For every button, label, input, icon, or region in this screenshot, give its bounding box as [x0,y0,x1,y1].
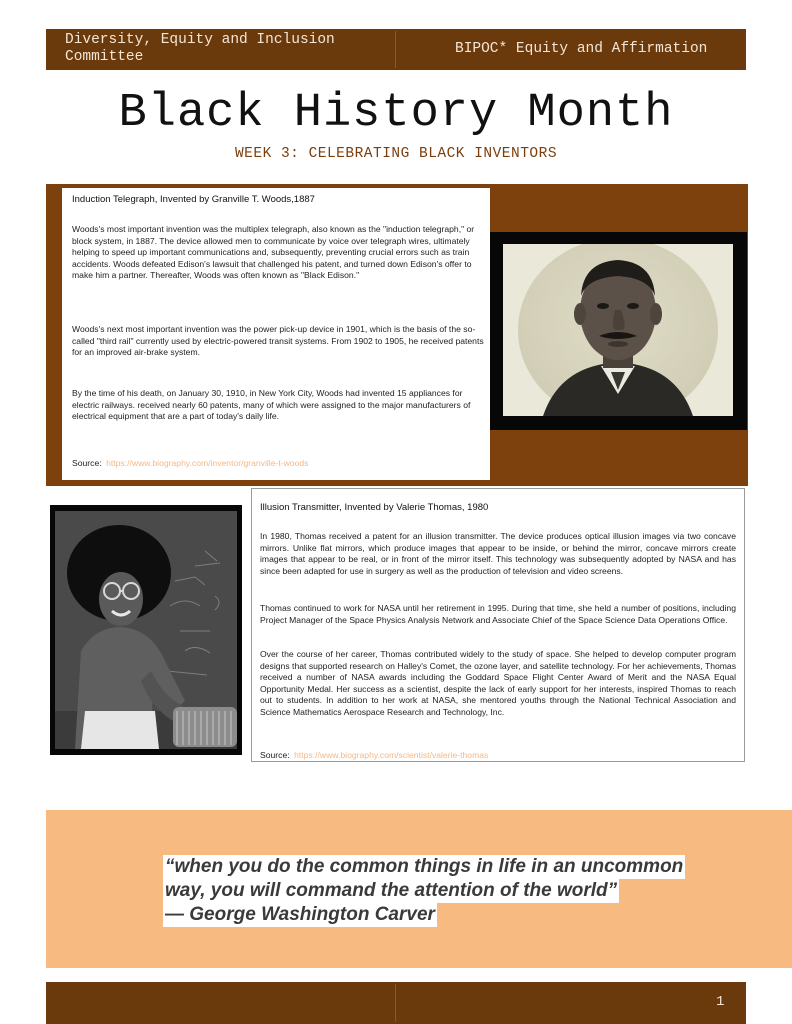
page-number: 1 [716,994,725,1010]
page-subtitle: WEEK 3: CELEBRATING BLACK INVENTORS [234,146,558,162]
header-divider [395,31,396,68]
section2-textbox [251,488,745,762]
thomas-portrait-drawing [55,511,237,749]
section2-source [260,745,488,763]
quote-attribution: — George Washington Carver [165,904,435,925]
section1-paragraph-3: By the time of his death, on January 30, 1910, in New York City, Woods had invented 15 appliances for electric railways. received nearly 60 patents, many of which were assigned to the major manufacturers of electrical equipment that are a part of today's daily life. [72,388,471,422]
section1-heading: Induction Telegraph, Invented by Granville T. Woods,1887 [72,194,315,205]
thomas-portrait-image [55,511,237,749]
quote-line-1: “when you do the common things in life in an uncommon [165,856,684,877]
footer-divider [395,984,396,1022]
section1-source-label: Source: [72,458,102,468]
page-title: Black History Month [118,87,674,140]
woods-portrait-image [503,244,733,416]
section2-source-link[interactable]: https://www.biography.com/scientist/valerie-thomas [294,750,489,760]
section2-heading: Illusion Transmitter, Invented by Valerie Thomas, 1980 [260,502,489,513]
section2-paragraph-3: Over the course of her career, Thomas contributed widely to the study of space. She helped to develop computer program designs that supported research on Halley's Comet, the ozone layer, and satellite technology. For her achievements, Thomas received a number of NASA awards including the Goddard Space Flight Center Award of Merit and the NASA Equal Opportunity Medal. Her success as a scientist, despite the lack of early support for her interests, inspired Thomas to reach out to students. In addition to her work at NASA, she mentored youths through the National Technical Association and Science Mathematics Aerospace Research and Technology, Inc. [260,649,736,717]
group-name: BIPOC* Equity and Affirmation [455,41,708,57]
quote-block [163,855,685,927]
section2-paragraph-1: In 1980, Thomas received a patent for an illusion transmitter. The device produces optical illusion images via two concave mirrors. Unlike flat mirrors, which produce images that appear to be inside, or behind the mirror, concave mirrors create images that appear to be real, or in front of the mirror itself. This technology was subsequently adopted by NASA and has since been adapted for use in surgery as well as the production of television and video screens. [260,531,736,576]
section1-textbox [62,188,490,480]
section2-source-label: Source: [260,750,290,760]
woods-portrait-drawing [503,244,733,416]
committee-name: Diversity, Equity and Inclusion Committee [65,32,335,65]
section1-paragraph-2: Woods's next most important invention was the power pick-up device in 1901, which is the basis of the so-called "third rail" currently used by electric-powered transit systems. From 1902 to 1905, he received patents for an improved air-brake system. [72,324,484,358]
section1-source [72,453,308,471]
section1-source-link[interactable]: https://www.biography.com/inventor/granville-t-woods [106,458,309,468]
quote-line-2: way, you will command the attention of the world” [165,880,618,901]
section1-paragraph-1: Woods's most important invention was the multiplex telegraph, also known as the "induction telegraph," or block system, in 1887. The device allowed men to communicate by voice over telegraph wires, ultimately helping to speed up important communications and, subsequently, preventing crucial errors such as train accidents. Woods defeated Edison's lawsuit that challenged his patent, and turned down Edison's offer to make him a partner. Thereafter, Woods was often known as "Black Edison." [72,224,475,281]
section2-paragraph-2: Thomas continued to work for NASA until her retirement in 1995. During that time, she held a number of positions, including Project Manager of the Space Physics Analysis Network and Associate Chief of the Space Science Data Operations Office. [260,603,736,625]
footer-bar [46,982,746,1024]
